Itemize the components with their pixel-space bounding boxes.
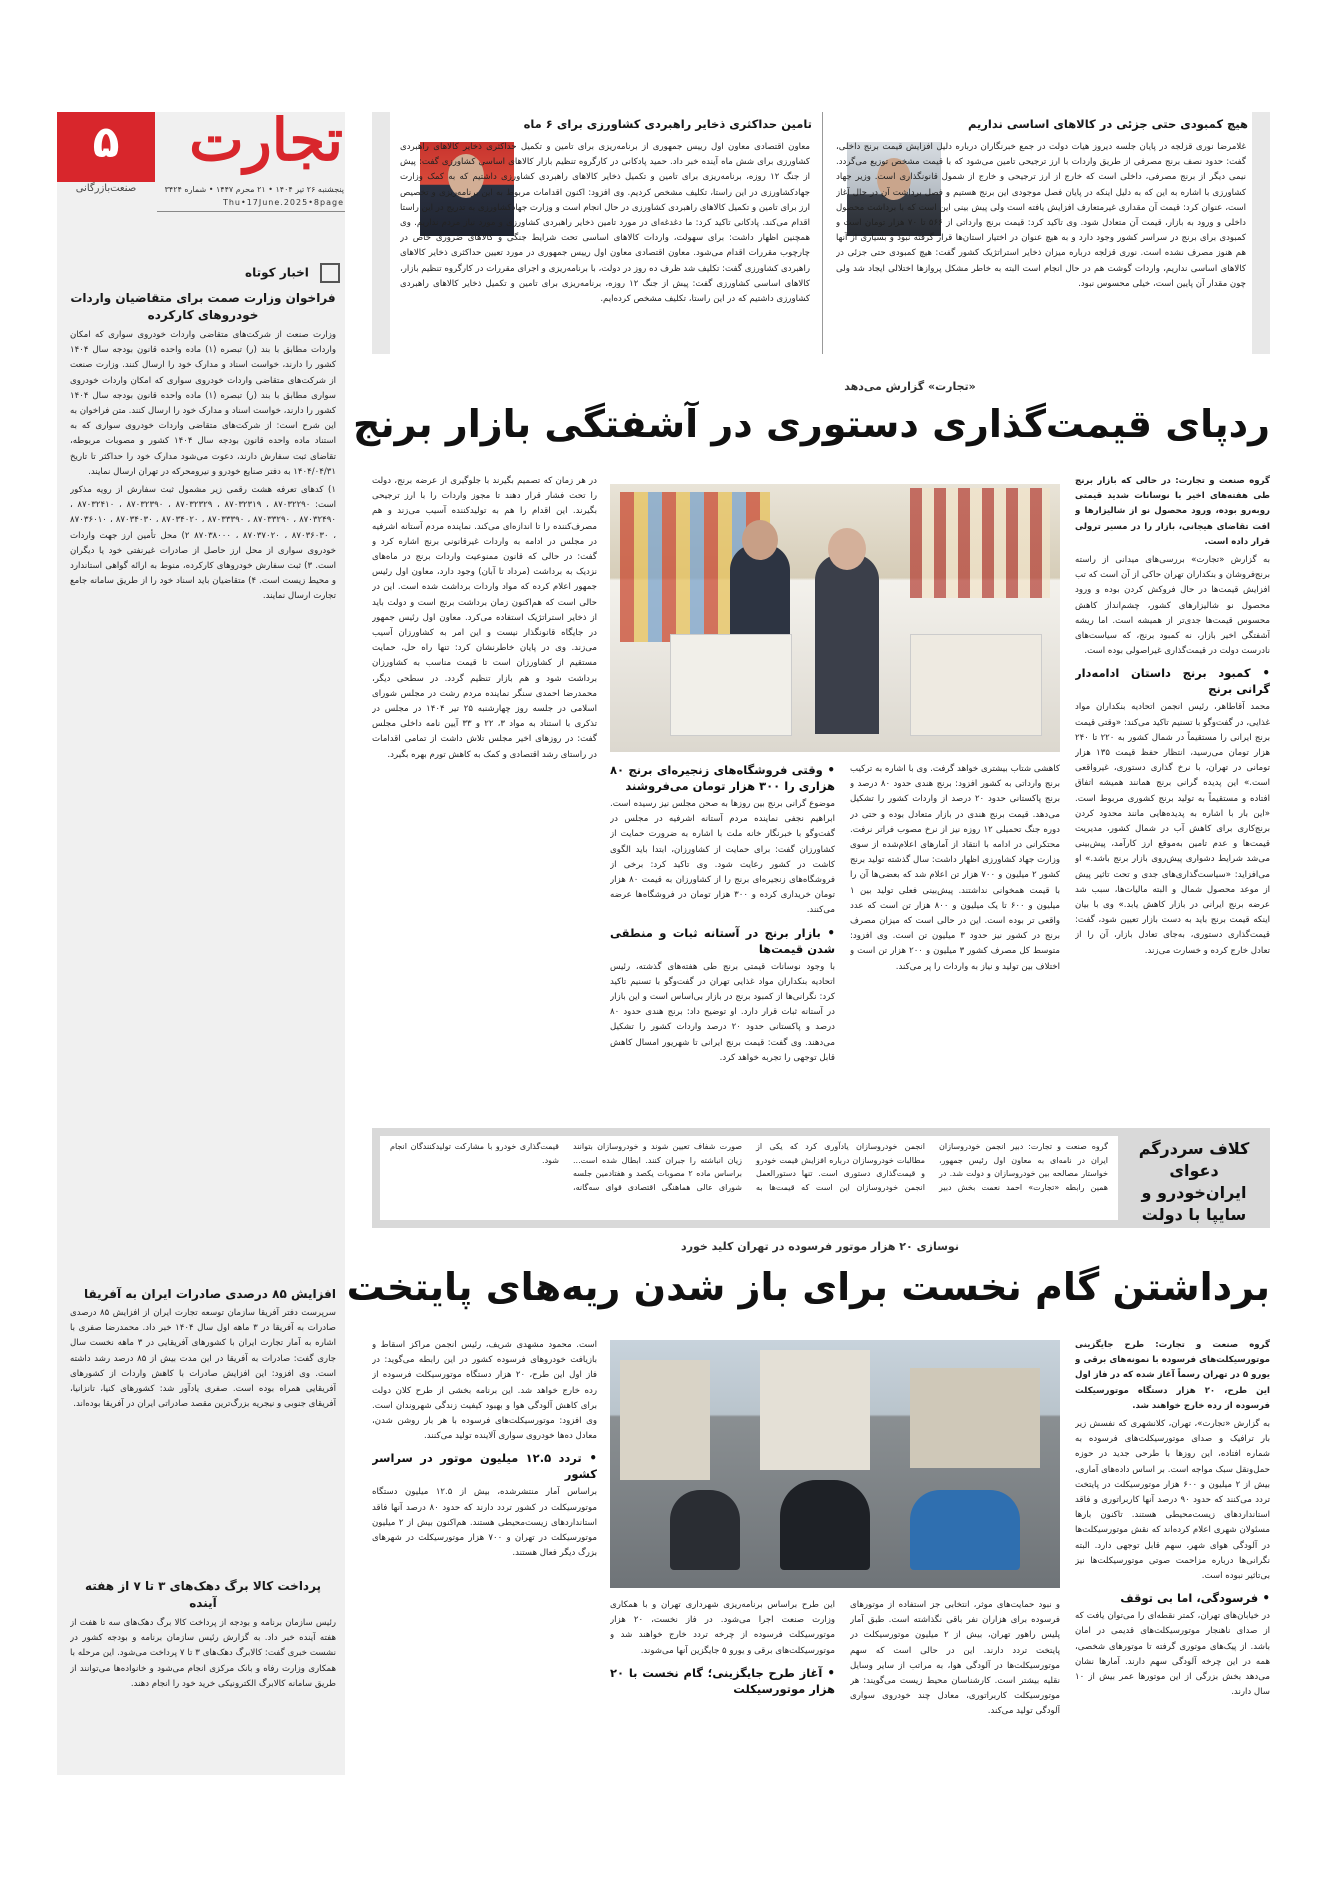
- story1-subhead-2: • وقتی فروشگاه‌های زنجیره‌ای برنج ۸۰ هزاری را ۳۰۰ هزار تومان می‌فروشند: [610, 763, 835, 793]
- top-left-title: تامین حداکثری ذخایر راهبردی کشاورزی برای ۶ ماه: [523, 117, 812, 131]
- checkbox-icon: [320, 263, 340, 283]
- issue-date-en: Thu•17June.2025•8page: [222, 198, 344, 207]
- page-number: ۵: [92, 117, 120, 168]
- story1-lower-right-column: کاهشی شتاب بیشتری خواهد گرفت. وی با اشاره به ترکیب برنج وارداتی به کشور افزود: برنج هندی حدود ۸۰ درصد و برنج پاکستانی حدود ۲۰ درصد از واردات کشور را تشکیل می‌دهد. قیمت برنج هندی در بازار متعادل بوده و حتی در دوره جنگ تحمیلی ۱۲ روزه نیز از نرخ مصوب فراتر نرفت. محتکرانی در ادامه با انتقاد از آمارهای اعلام‌شده از سوی وزارت جهاد کشاورزی اظهار داشت: سال گذشته تولید برنج کشور ۲ میلیون و ۷۰۰ هزار تن اعلام شد که بعضی‌ها آن را با قیمت همخوانی نداشتند. پیش‌بینی فعلی تولید بین ۱ میلیون و ۶۰۰ تا یک میلیون و ۸۰۰ هزار تن است که عدد واقعی تر بوده است. این در حالی است که میزان مصرف برنج در کشور نیز حدود ۳ میلیون تن است. وی افزود: متوسط کل مصرف کشور ۳ میلیون و ۲۰۰ هزار تن است و اختلاف بین تولید و نیاز به واردات را پر می‌کند.: [850, 764, 1060, 972]
- story1-headline: ردپای قیمت‌گذاری دستوری در آشفتگی بازار برنج: [353, 402, 1270, 446]
- story1-photo-rice-store-visit: [610, 484, 1060, 752]
- story1-right-column: گروه صنعت و تجارت: در حالی که بازار برنج طی هفته‌های اخیر با نوسانات شدید قیمتی روبه‌رو بوده، ورود محصول نو از شالیزارها و افت تقاضای هیجانی، بازار را در مسیر ترولی قرار داده است. به گزارش «تجارت» بررسی‌های میدانی از راسته برنج‌فروشان و بنکداران تهران حاکی از آن است که تب افزایش قیمت‌ها در حال فروکش کردن بوده و ورود محصول نو شالیزارهای کشور، چشم‌انداز کاهش محسوس قیمت‌ها جدی‌تر از همیشه است. اما ریشه آشفتگی اخیر بازار، نه کمبود برنج، که سیاست‌های نادرست دولت در قیمت‌گذاری غیراصولی بوده است. • کمبود برنج داستان ادامه‌دار گرانی برنج محمد آقاطاهر، رئیس انجمن اتحادیه بنکداران مواد غذایی، در گفت‌وگو با تسنیم تاکید می‌کند: «وقتی قیمت برنج ایرانی را مستقیماً در شمال کشور به ۲۲۰ تا ۲۴۰ هزار تومان می‌رسید، انتظار حفظ قیمت ۱۳۵ هزار تومانی در تهران، با نرخ گذاری دستوری، غیرواقعی است.» این پدیده گرانی برنج همانند همیشه اتفاق افتاده و مستقیماً به تولید برنج کشوری مربوط است. «این بار با اشاره به پدیده‌هایی مانند محدود کردن برنج‌کاری برای کاهش آب در شمال کشور، مدیریت قیمت‌ها و عدم تامین به‌موقع ارز کارآمد، پیش‌بینی می‌شد شرایط دشواری پیش‌روی بازار برنج باشد.» او می‌افزاید: «سیاست‌گذاری‌های جدی و تحت تاثیر پیش از موعد محصول شمال و البته مالیات‌ها، سبب شد عرضه برنج ایرانی در بازار کاهش یابد.» وی با بیان اینکه قیمت برنج باید به دست بازار تعیین شود، گفت: قیمت‌گذاری دستوری، به‌جای تعادل بازار، آن را از تعادل خارج کرده و خسارت می‌زند.: [1075, 476, 1270, 956]
- top-divider: [822, 112, 823, 354]
- top-left-body: معاون اقتصادی معاون اول رییس جمهوری از برنامه‌ریزی برای تامین و تکمیل حداکثری ذخایر کالاهای راهبردی کشاورزی برای شش ماه آینده خبر داد. حمید پادکانی در کارگروه تنظیم بازار کالاهای اساسی کشاورزی گفت: پیش از جنگ ۱۲ روزه، برنامه‌ریزی برای تامین و تکمیل ذخایر کالاهای راهبردی کشاورزی داشتیم که به کمک وزارت جهادکشاورزی در این راستا، تکلیف مشخص کردیم. وی افزود: اکنون اقدامات مربوط به این برنامه‌ریزی و تخصیص ارز برای تامین و تکمیل کالاهای راهبردی کشاورزی در حال انجام است و وزارت جهادکشاورزی به تدریج در این راستا اقدام می‌کند. پادکانی تاکید کرد: ما دغدغه‌ای در مورد تامین ذخایر راهبردی کشاورزی و مورد نیاز مردم نداریم. وی همچنین اظهار داشت: برای سهولت، واردات کالاهای اساسی تحت شرایط جنگی و کالاهای ضروری خاص در چارچوب مقررات اقدام می‌شود. معاون اقتصادی معاون اول رییس جمهوری در مورد تعیین حداکثری ذخایر کالاهای راهبردی کشاورزی گفت: تکلیف شد ظرف ده روز در دولت، با برنامه‌ریزی و اجرای مقررات در کارگروه تنظیم بازار، کالاهای اساسی کشاورزی گفت: پیش از جنگ ۱۲ روزه، برنامه‌ریزی برای تامین و تکمیل ذخایر کالاهای راهبردی کشاورزی داشتیم که در این راستا، تکلیف مشخص کرده‌ایم.: [400, 142, 810, 305]
- sidebar-news-1-title: فراخوان وزارت صمت برای متقاضیان واردات خودروهای کارکرده: [70, 291, 336, 322]
- story1-subhead-3: • بازار برنج در آستانه ثبات و منطقی شدن قیمت‌ها: [610, 925, 835, 956]
- top-right-title: هیچ کمبودی حتی جزئی در کالاهای اساسی نداریم: [967, 117, 1248, 131]
- page-number-box: [57, 112, 155, 182]
- story2-subhead-2: • آغاز طرح جایگزینی؛ گام نخست با ۲۰ هزار موتورسیکلت: [610, 1665, 835, 1696]
- top-right-body: غلامرضا نوری قزلجه در پایان جلسه دیروز هیات دولت در جمع خبرنگاران درباره دلیل افزایش قیمت برنج داخلی، گفت: حدود نصف برنج مصرفی از طریق واردات با ارز ترجیحی تامین می‌شود که با قیمت مشخص توزیع می‌گردد. نیمی دیگر از برنج مصرفی، داخلی است که خارج از ارز ترجیحی و خارج از شمول قانونگذاری است. وزیر جهاد کشاورزی با اشاره به این که به دلیل اینکه در پایان فصل موجودی این برنج هستیم و فصل برداشت آن در حال آغاز است، عنوان کرد: قیمت آن مقداری غیرمتعارف افزایش یافته است ولی پیش بینی این است که با برداشت محصول داخلی و ورود به بازار، قیمت آن متعادل شود. وی تاکید کرد: قیمت برنج وارداتی از ۵۶۶ تا ۷۰ هزار تومان است و کمبودی برای برنج در سراسر کشور وجود دارد و به هیچ عنوان در اختیار استان‌ها قرار گرفته نبود و بسیاری از آنها هم هنوز مصرف نشده است. نوری قزلجه درباره میزان ذخایر استراتژیک کشور گفت: هیچ کمبودی حتی جزئی در کالاهای اساسی نداریم، واردات گوشت هم در حال انجام است البته به خاطر مشکل پروازها اختلالی ایجاد شد ولی چون مقدار آن پایین است، خیلی محسوس نبود.: [836, 142, 1246, 289]
- story2-subhead-3: • تردد ۱۲.۵ میلیون موتور در سراسر کشور: [372, 1451, 597, 1482]
- story2-lower-left-column: این طرح براساس برنامه‌ریزی شهرداری تهران و با همکاری وزارت صنعت اجرا می‌شود. در فاز نخست، ۲۰ هزار موتورسیکلت فرسوده از چرخه تردد خارج خواهند شد و موتورسیکلت‌های برقی و یورو ۵ جایگزین آنها می‌شوند. • آغاز طرح جایگزینی؛ گام نخست با ۲۰ هزار موتورسیکلت: [610, 1600, 835, 1696]
- sidebar-news-3-body: رئیس سازمان برنامه و بودجه از پرداخت کالا برگ دهک‌های سه تا هفت از هفته آینده خبر داد. به گزارش رئیس سازمان برنامه و بودجه کشور در نشست خبری گفت: کالابرگ دهک‌های ۳ تا ۷ پرداخت می‌شود. این مرحله با همکاری وزارت رفاه و بانک مرکزی انجام می‌شود و خانواده‌ها می‌توانند از طریق سامانه کالابرگ الکترونیکی خرید خود را انجام دهند.: [70, 1618, 336, 1689]
- car-dispute-body: گروه صنعت و تجارت: دبیر انجمن خودروسازان ایران در نامه‌ای به معاون اول رئیس جمهور، خواستار مصالحه بین خودروسازان و دولت شد. در همین رابطه «تجارت» احمد نعمت بخش دبیر انجمن خودروسازان یادآوری کرد که یکی از مطالبات خودروسازان درباره افزایش قیمت خودرو و قیمت‌گذاری دستوری است. تنها دستورالعمل انجمن خودروسازان این است که قیمت‌ها به صورت شفاف تعیین شوند و خودروسازان بتوانند زیان انباشته را جبران کنند. ابطال شده است... براساس ماده ۲ مصوبات یکصد و هفتادمین جلسه شورای عالی هماهنگی اقتصادی قوای سه‌گانه، قیمت‌گذاری خودرو با مشارکت تولیدکنندگان انجام شود.: [390, 1142, 1108, 1192]
- sidebar-news-2-title: افزایش ۸۵ درصدی صادرات ایران به آفریقا: [84, 1287, 336, 1301]
- car-dispute-title: کلاف سردرگم دعوای ایران‌خودرو و سایپا با دولت: [1138, 1139, 1250, 1224]
- top-right-gray-strip: [1252, 112, 1270, 354]
- sidebar-news-1-body: وزارت صنعت از شرکت‌های متقاضی واردات خودروی سواری که امکان واردات مطابق با بند (ر) تبصره (۱) ماده واحده قانون بودجه سال ۱۴۰۴ کشور را دارند، خواست اسناد و مدارک خود را ارسال کنند. وزارت صنعت از شرکت‌های متقاضی واردات خودروی سواری که امکان واردات خودروی سواری مطابق با بند (ر) تبصره (۱) ماده واحده قانون بودجه سال ۱۴۰۴ کشور را دارند، خواست اسناد و مدارک خود را ارسال کنند. متن فراخوان به این شرح است: از شرکت‌های متقاضی واردات خودروی سواری که به استناد ماده واحده قانون بودجه سال ۱۴۰۴ کشور و مصوبات مربوطه، تقاضای ثبت سفارش دارند، دعوت می‌شود مدارک خود را حداکثر تا تاریخ ۱۴۰۴/۰۴/۳۱ به دفتر صنایع خودرو و نیرومحرکه در تهران ارسال نمایند. ۱) کد‌های تعرفه هشت رقمی زیر مشمول ثبت سفارش از رویه مذکور است: ۸۷۰۳۲۲۹۰ ، ۸۷۰۳۲۳۱۹ ، ۸۷۰۳۲۳۲۹ ، ۸۷۰۳۲۳۹۰ ، ۸۷۰۳۲۴۱۰ ، ۸۷۰۳۲۴۹۰ ، ۸۷۰۳۳۲۹۰ ، ۸۷۰۳۳۳۹۰ ، ۸۷۰۳۴۰۲۰ ، ۸۷۰۳۴۰۳۰ ، ۸۷۰۳۶۰۱۰ ، ۸۷۰۳۶۰۳۰ ، ۸۷۰۳۷۰۲۰ ، ۸۷۰۳۸۰۰۰ ۲) محل تأمین ارز جهت واردات خودروی سواری از محل ارز حاصل از صادرات غیرنفتی خود یا دیگران است. ۳) ثبت سفارش خودروهای کارکرده، منوط به ارائه گواهی استاندارد و محیط زیست است. ۴) متقاضیان باید اسناد خود را از طریق سامانه جامع تجارت ارسال نمایند.: [70, 330, 336, 602]
- logo: تجارت: [189, 106, 343, 174]
- story2-headline: برداشتن گام نخست برای باز شدن ریه‌های پایتخت: [346, 1265, 1270, 1309]
- section-label: صنعت‌بازرگانی: [75, 183, 137, 194]
- short-news-header: اخبار کوتاه: [230, 262, 340, 284]
- story1-subhead-1: • کمبود برنج داستان ادامه‌دار گرانی برنج: [1075, 666, 1270, 697]
- story1-middle-column: در هر زمان که تصمیم بگیرند با جلوگیری از عرضه برنج، دولت را تحت فشار قرار دهند تا مجوز واردات را با ارز ترجیحی بگیرند. این اقدام را هم به تولیدکننده آسیب می‌زند و هم مصرف‌کننده را تا اندازه‌ای می‌کند. نماینده مردم آستانه اشرفیه در مجلس در ادامه به واردات غیرقانونی برنج اشاره کرد و گفت: در حالی که قانون ممنوعیت واردات برنج در ماه‌های نزدیک به برداشت (مرداد تا آبان) وجود دارد، معاون اول رئیس جمهور اعلام کرده که مواد واردات برداشت شده است. این در حالی است که هم‌اکنون زمان برداشت برنج است و دولت باید از ذخایر استراتژیک استفاده می‌کرد. معاون اول رئیس جمهور در جایگاه قانونگذار نیست و این امر به کشاورزان آسیب می‌زند. وی در پایان خاطرنشان کرد: تنها راه حل، حمایت مستقیم از کشاورزان است تا قیمت مناسب به کشاورزان برداشت شود و هم بازار تنظیم گردد. در سطحی دیگر، محمدرضا احمدی سنگر نماینده مردم رشت در مجلس شورای اسلامی در جلسه روز چهارشنبه ۲۵ تیر ۱۴۰۴ در مجلس در تذکری با استناد به مواد ۳، ۲۲ و ۳۳ آیین نامه داخلی مجلس گفت: در روزهای اخیر مجلس تلاش داشت از تمامی اقدامات در راستای رشد اقتصادی و کمک به کاهش تورم بهره بگیرد.: [372, 476, 597, 760]
- story2-left-column: است. محمود مشهدی شریف، رئیس انجمن مراکز اسقاط و بازیافت خودروهای فرسوده کشور در این رابطه می‌گوید: در فاز اول این طرح، ۲۰ هزار دستگاه موتورسیکلت فرسوده از رده خارج خواهد شد. این برنامه بخشی از طرح کلان دولت برای کاهش آلودگی هوا و بهبود کیفیت زندگی شهروندان است. وی افزود: موتورسیکلت‌های فرسوده با هر بار روشن شدن، معادل ده‌ها خودروی سواری آلاینده تولید می‌کنند. • تردد ۱۲.۵ میلیون موتور در سراسر کشور براساس آمار منتشرشده، بیش از ۱۲.۵ میلیون دستگاه موتورسیکلت در کشور تردد دارند که حدود ۸۰ درصد آنها فاقد استانداردهای زیست‌محیطی هستند. هم‌اکنون بیش از ۲ میلیون موتورسیکلت در تهران و ۷۰۰ هزار موتورسیکلت در شهرهای بزرگ دیگر فعال هستند.: [372, 1340, 597, 1559]
- sidebar-news-3-title: پرداخت کالا برگ دهک‌های ۳ تا ۷ از هفته آینده: [84, 1579, 322, 1610]
- car-dispute-box: [372, 1128, 1270, 1228]
- story2-photo-tehran-motorcycles: [610, 1340, 1060, 1588]
- story2-lower-right-column: و نبود حمایت‌های موثر، انتخابی جز استفاده از موتورهای فرسوده برای هزاران نفر باقی نگذاشته است. طبق آمار پلیس راهور تهران، بیش از ۲ میلیون موتورسیکلت در پایتخت تردد دارند. این در حالی است که سهم موتورسیکلت‌ها در آلودگی هوا، به مراتب از سایر وسایل نقلیه بیشتر است. کارشناسان محیط زیست می‌گویند: هر موتورسیکلت کاربراتوری، معادل چند خودروی سواری آلودگی تولید می‌کند.: [850, 1600, 1060, 1717]
- story2-subhead-1: • فرسودگی، اما بی توقف: [1120, 1591, 1270, 1606]
- masthead-rule: [157, 211, 345, 212]
- story2-right-column: گروه صنعت و تجارت: طرح جایگزینی موتورسیکلت‌های فرسوده با نمونه‌های برقی و یورو ۵ در تهران رسماً آغاز شده که در فاز اول این طرح، ۲۰ هزار دستگاه موتورسیکلت فرسوده از رده خارج خواهند شد. به گزارش «تجارت»، تهران، کلانشهری که نفسش زیر بار ترافیک و صدای موتورسیکلت‌های فرسوده به شماره افتاده، این روزها با طرحی جدید در حوزه حمل‌ونقل سبک مواجه است. بر اساس داده‌های آماری، بیش از ۲ میلیون و ۶۰۰ هزار موتورسیکلت در پایتخت تردد می‌کنند که حدود ۹۰ درصد آنها کاربراتوری و فاقد استانداردهای زیست‌محیطی هستند. تاکنون بارها مسئولان شهری اعلام کرده‌اند که نقش موتورسیکلت‌ها در آلودگی هوای شهر، سهم قابل توجهی دارد. البته نگرانی‌ها درباره مزاحمت صوتی موتورسیکلت‌ها نیز بی‌تاثیر نبوده است. • فرسودگی، اما بی توقف در خیابان‌های تهران، کمتر نقطه‌ای را می‌توان یافت که از صدای ناهنجار موتورسیکلت‌های قدیمی در امان باشد. از پیک‌های موتوری گرفته تا موتورهای شخصی، همه در این چرخه آلودگی سهم دارند. آمارها نشان می‌دهد بخش بزرگی از این موتورها عمر بیش از ۱۰ سال دارند.: [1075, 1340, 1270, 1698]
- story1-kicker: «تجارت» گزارش می‌دهد: [844, 380, 976, 393]
- story2-kicker: نوسازی ۲۰ هزار موتور فرسوده در تهران کلید خورد: [681, 1240, 959, 1253]
- top-left-gray-strip: [372, 112, 390, 354]
- story1-lower-left-column: • وقتی فروشگاه‌های زنجیره‌ای برنج ۸۰ هزاری را ۳۰۰ هزار تومان می‌فروشند موضوع گرانی برنج بین روزها به صحن مجلس نیز رسیده است. ابراهیم نجفی نماینده مردم آستانه اشرفیه در مجلس در گفت‌وگو با خبرنگار خانه ملت با اشاره به ضرورت حمایت از کشاورزان گفت: برای حمایت از کشاورزان، ابتدا باید الگوی کاشت در کشور رعایت شود. وی تاکید کرد: برخی از فروشگاه‌های زنجیره‌ای برنج را از کشاورزان به قیمت ۸۰ هزار تومان خریداری کرده و ۳۰۰ هزار تومان در فروشگاه‌ها عرضه می‌کنند. • بازار برنج در آستانه ثبات و منطقی شدن قیمت‌ها با وجود نوسانات قیمتی برنج طی هفته‌های گذشته، رئیس اتحادیه بنکداران مواد غذایی تهران در گفت‌وگو با تسنیم تاکید کرد: نگرانی‌ها از کمبود برنج در بازار بی‌اساس است و این بازار در آستانه ثبات قرار دارد. او توضیح داد: برنج هندی حدود ۸۰ درصد و پاکستانی حدود ۲۰ درصد واردات کشور را تشکیل می‌دهند. وی گفت: قیمت برنج ایرانی تا شهریور امسال کاهش قابل توجهی را تجربه خواهد کرد.: [610, 763, 835, 1063]
- sidebar-news-2-body: سرپرست دفتر آفریقا سازمان توسعه تجارت ایران از افزایش ۸۵ درصدی صادرات به آفریقا در ۳ ماهه اول سال ۱۴۰۴ خبر داد. محمدرضا صفری با اشاره به آمار تجارت ایران با کشورهای آفریقایی در ۳ ماهه نخست سال جاری گفت: صادرات به آفریقا در این مدت بیش از ۸۵ درصد رشد داشته است. وی افزود: این افزایش صادرات با کاهش واردات از کشورهای آفریقایی همراه بوده است. صفری یادآور شد: کشورهای کنیا، تانزانیا، آفریقای جنوبی و نیجریه بزرگ‌ترین مقصد صادراتی ایران در آفریقا بوده‌اند.: [70, 1308, 336, 1410]
- issue-date-fa: پنجشنبه ۲۶ تیر ۱۴۰۴ • ۲۱ محرم ۱۴۴۷ • شماره ۳۴۲۴: [164, 185, 344, 194]
